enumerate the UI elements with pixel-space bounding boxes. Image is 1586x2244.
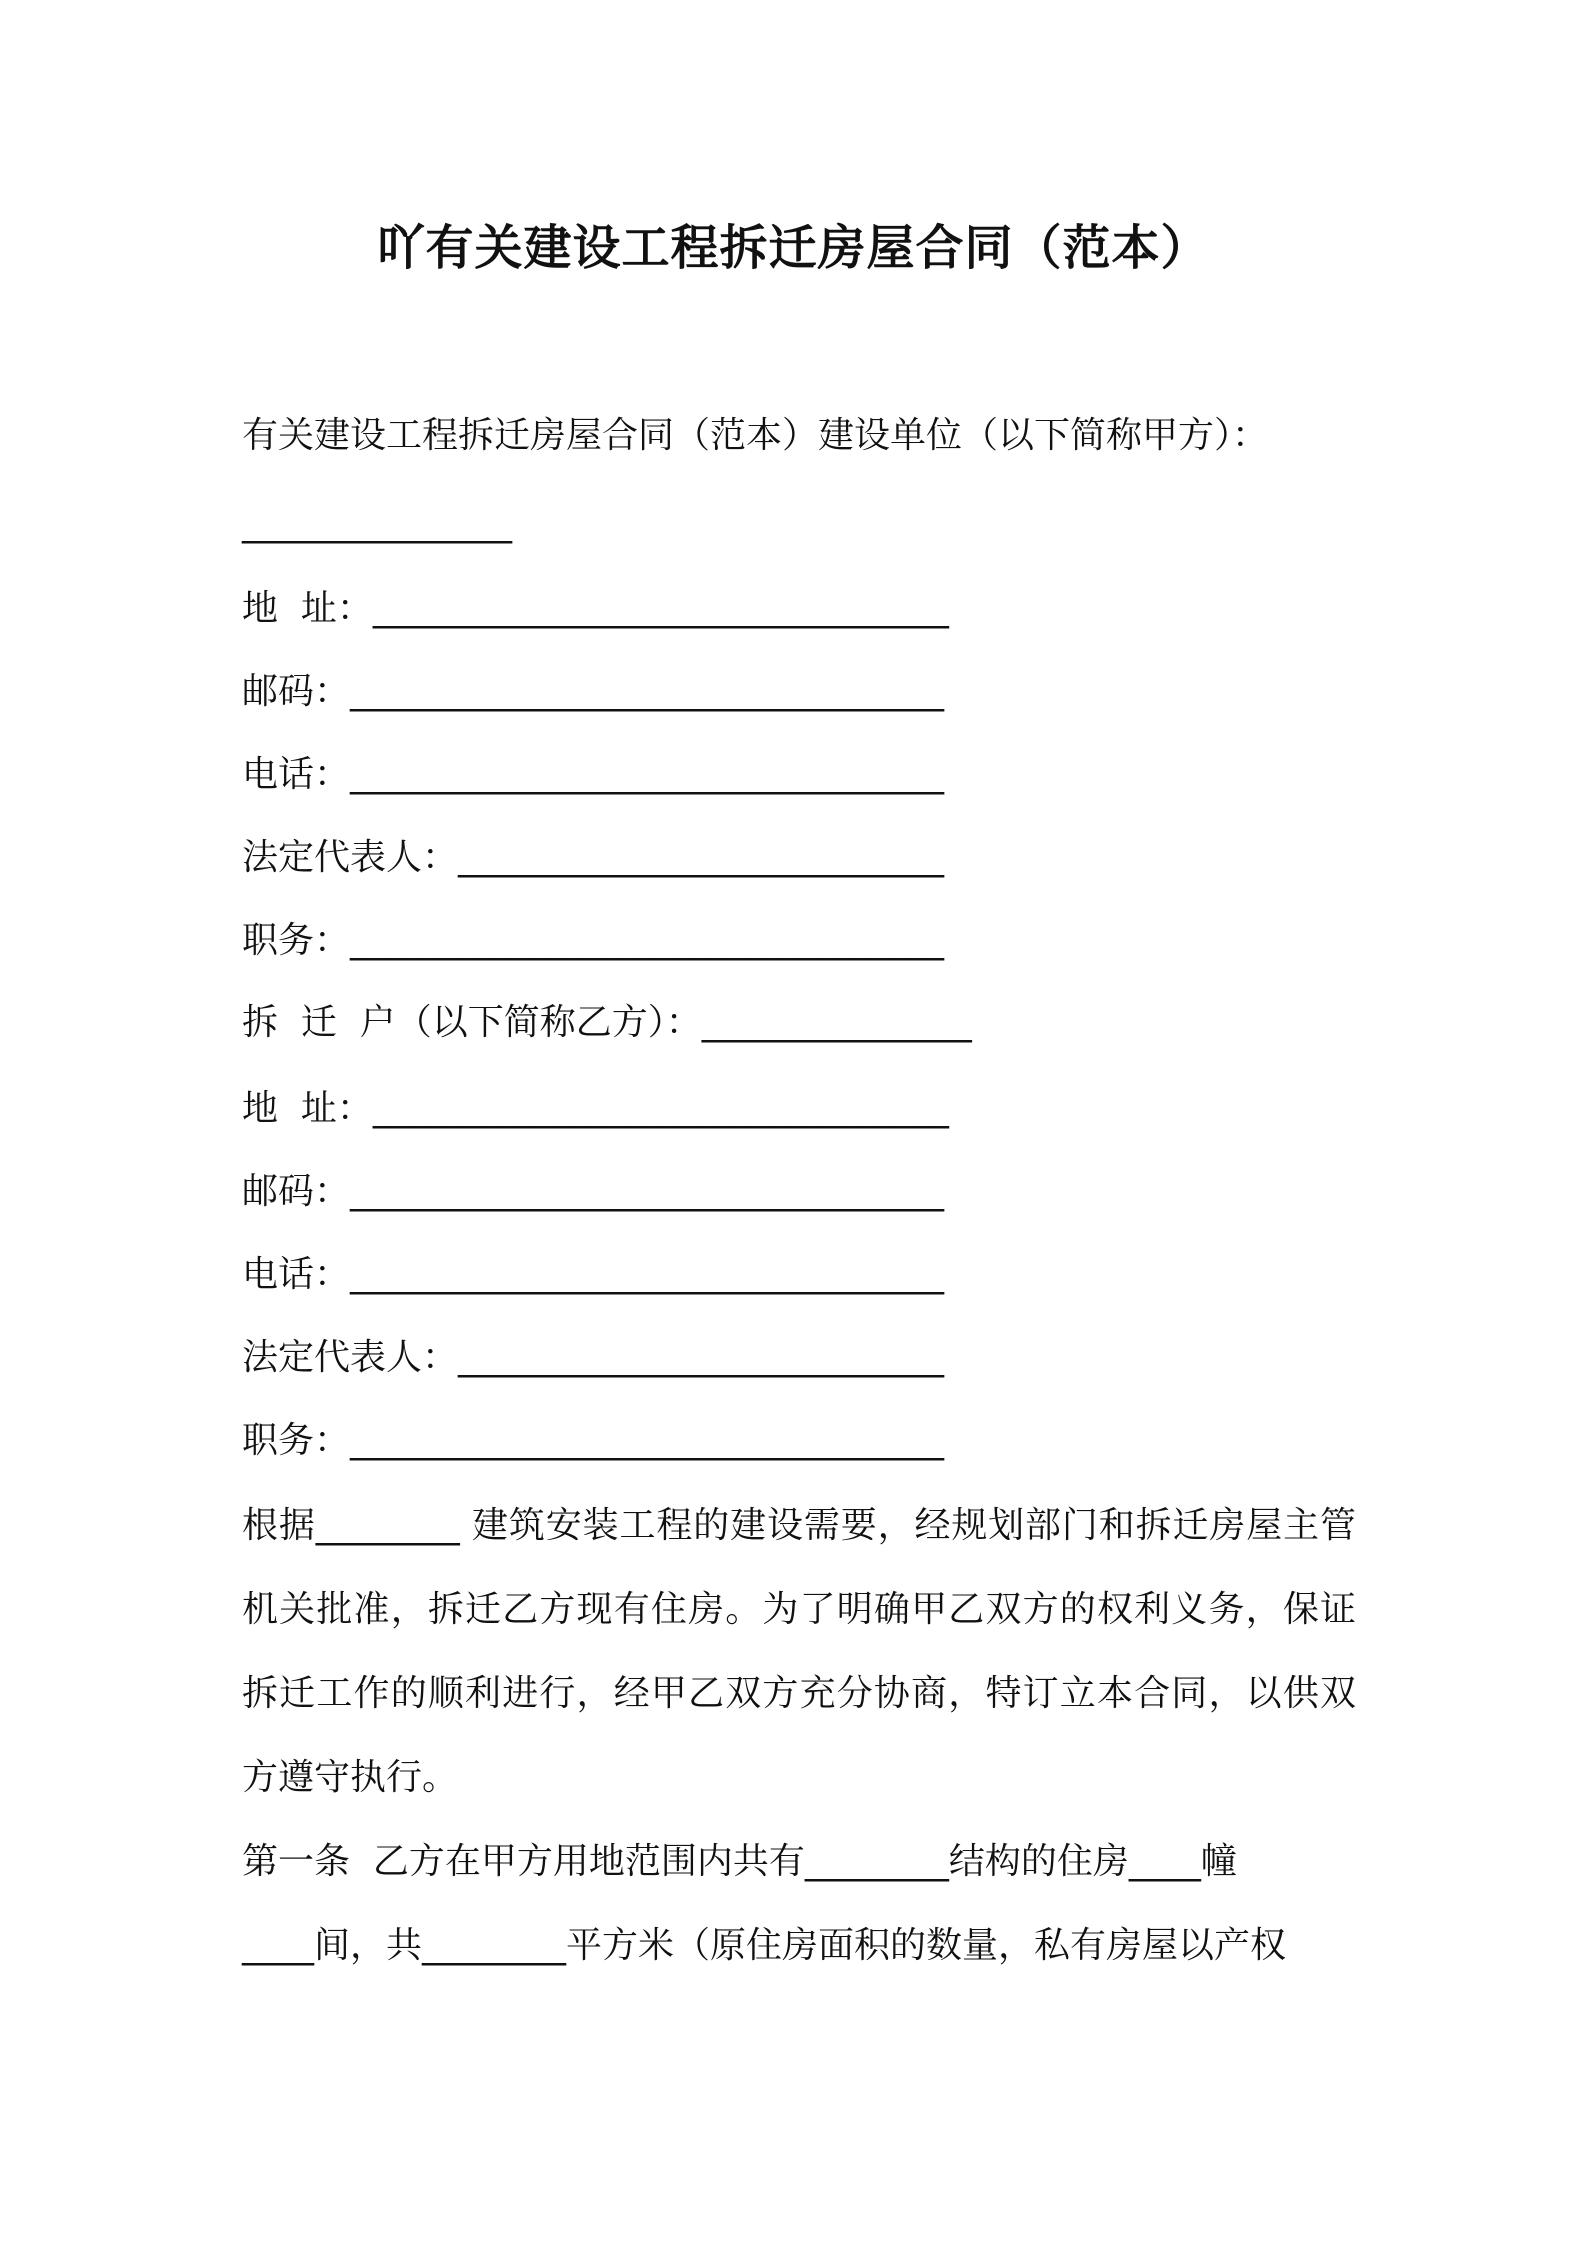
article-1-line-2: ____间，共________平方米（原住房面积的数量，私有房屋以产权: [242, 1925, 1287, 1966]
party-b-heading: 拆 迁 户（以下简称乙方）：_______________: [242, 1002, 972, 1043]
party-b-address: 地 址：________________________________: [242, 1088, 949, 1129]
party-a-zip: 邮码：_________________________________: [242, 671, 945, 712]
document-title: 吖有关建设工程拆迁房屋合同（范本）: [376, 220, 1210, 276]
party-a-legal-rep: 法定代表人：___________________________: [242, 837, 945, 878]
party-b-zip: 邮码：_________________________________: [242, 1171, 945, 1212]
preamble-paragraph: 根据________ 建筑安装工程的建设需要，经规划部门和拆迁房屋主管机关批准，拆迁乙方现有住房。为了明确甲乙双方的权利义务，保证拆迁工作的顺利进行，经甲乙双方充分协商，特订立本合同，以供双方遵守执行。: [242, 1505, 1356, 1798]
party-a-address: 地 址：________________________________: [242, 588, 949, 629]
party-b-phone: 电话：_________________________________: [242, 1254, 945, 1295]
intro-blank: _______________: [242, 503, 512, 544]
party-b-legal-rep: 法定代表人：___________________________: [242, 1337, 945, 1378]
party-a-position: 职务：_________________________________: [242, 920, 945, 961]
party-a-phone: 电话：_________________________________: [242, 754, 945, 795]
party-b-position: 职务：_________________________________: [242, 1420, 945, 1461]
article-1-line-1: 第一条 乙方在甲方用地范围内共有________结构的住房____幢: [242, 1841, 1237, 1882]
intro-line: 有关建设工程拆迁房屋合同（范本）建设单位（以下简称甲方）：: [242, 415, 1269, 456]
